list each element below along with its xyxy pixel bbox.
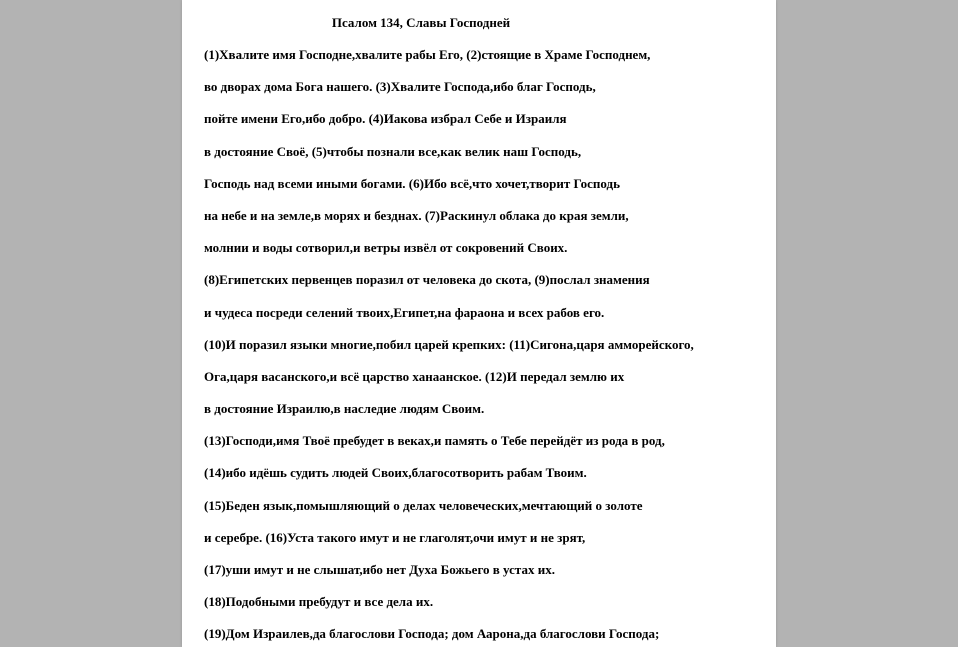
- document-title: Псалом 134, Славы Господней: [331, 15, 511, 30]
- text-line: и серебре. (16)Уста такого имут и не глаголят,очи имут и не зрят,: [204, 529, 586, 545]
- text-line: в достояние Израилю,в наследие людям Своим.: [204, 401, 485, 417]
- text-line: на небе и на земле,в морях и безднах. (7)Раскинул облака до края земли,: [204, 207, 629, 223]
- text-line: и чудеса посреди селений твоих,Египет,на фараона и всех рабов его.: [204, 304, 605, 320]
- text-line: пойте имени Его,ибо добро. (4)Иакова избрал Себе и Израиля: [204, 111, 567, 127]
- text-line: в достояние Своё, (5)чтобы познали все,как велик наш Господь,: [204, 143, 582, 159]
- document-page: [182, 0, 776, 647]
- text-line: (17)уши имут и не слышат,ибо нет Духа Божьего в устах их.: [204, 562, 555, 577]
- text-line: (1)Хвалите имя Господне,хвалите рабы Его, (2)стоящие в Храме Господнем,: [204, 47, 651, 62]
- text-line: Ога,царя васанского,и всё царство ханаанское. (12)И передал землю их: [204, 368, 625, 384]
- text-lines: [204, 46, 694, 647]
- text-line: (8)Египетских первенцев поразил от человека до скота, (9)послал знамения: [204, 272, 650, 288]
- text-line: во дворах дома Бога нашего. (3)Хвалите Господа,ибо благ Господь,: [204, 79, 596, 95]
- text-line: (19)Дом Израилев,да благослови Господа; дом Аарона,да благослови Господа;: [204, 626, 660, 642]
- text-line: (10)И поразил языки многие,побил царей крепких: (11)Сигона,царя амморейского,: [204, 336, 694, 352]
- text-line: (15)Беден язык,помышляющий о делах человеческих,мечтающий о золоте: [204, 497, 643, 513]
- text-line: Господь над всеми иными богами. (6)Ибо всё,что хочет,творит Господь: [204, 175, 620, 191]
- text-line: (13)Господи,имя Твоё пребудет в веках,и память о Тебе перейдёт из рода в род,: [204, 433, 665, 449]
- text-line: (18)Подобными пребудут и все дела их.: [204, 594, 434, 610]
- text-line: (14)ибо идёшь судить людей Своих,благосотворить рабам Твоим.: [204, 465, 587, 481]
- text-line: молнии и воды сотворил,и ветры извёл от сокровений Своих.: [204, 240, 568, 256]
